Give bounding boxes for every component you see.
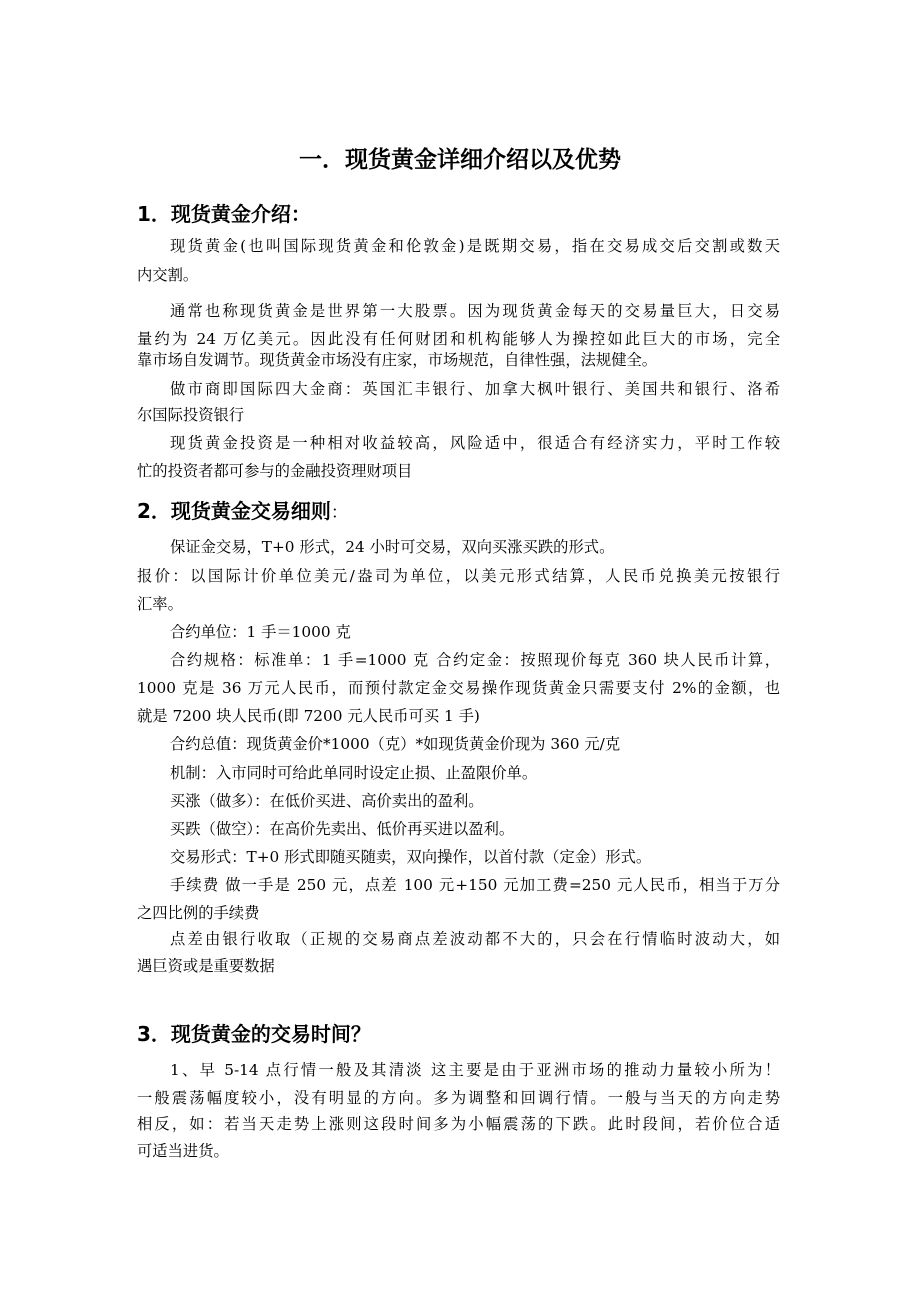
section-heading-2 <box>137 495 348 524</box>
text-line: 靠市场自发调节。现货黄金市场没有庄家，市场规范，自律性强，法规健全。 <box>137 351 658 369</box>
section-heading-1 <box>137 198 311 227</box>
text-line: 合约单位：1 手＝1000 克 <box>170 623 351 641</box>
text-line: 现货黄金(也叫国际现货黄金和伦敦金)是既期交易，指在交易成交后交割或数天 <box>170 237 780 255</box>
text-line: 通常也称现货黄金是世界第一大股票。因为现货黄金每天的交易量巨大，日交易 <box>170 302 780 320</box>
text-line: 机制：入市同时可给此单同时设定止损、止盈限价单。 <box>170 764 538 782</box>
heading-suffix: ： <box>330 503 348 523</box>
text-line: 一般震荡幅度较小，没有明显的方向。多为调整和回调行情。一般与当天的方向走势 <box>137 1089 780 1107</box>
text-line: 交易形式：T+0 形式即随买随卖，双向操作，以首付款（定金）形式。 <box>170 848 652 866</box>
text-line: 保证金交易，T+0 形式，24 小时可交易，双向买涨买跌的形式。 <box>170 538 615 556</box>
heading-text: 3．现货黄金的交易时间？ <box>137 1022 371 1046</box>
text-line: 点差由银行收取（正规的交易商点差波动都不大的，只会在行情临时波动大，如 <box>170 930 780 948</box>
section-heading-3 <box>137 1018 371 1047</box>
text-line: 内交割。 <box>137 266 199 284</box>
text-line: 合约规格：标准单：1 手=1000 克 合约定金：按照现价每克 360 块人民币计算， <box>170 651 780 669</box>
text-line: 遇巨资或是重要数据 <box>137 957 275 975</box>
text-line: 尔国际投资银行 <box>137 406 245 424</box>
heading-text: 1．现货黄金介绍： <box>137 202 311 226</box>
text-line: 买跌（做空）：在高价先卖出、低价再买进以盈利。 <box>170 820 515 838</box>
text-line: 汇率。 <box>137 595 183 613</box>
document-title: 一．现货黄金详细介绍以及优势 <box>299 147 621 173</box>
text-line: 1000 克是 36 万元人民币，而预付款定金交易操作现货黄金只需要支付 2%的金额，也 <box>137 679 780 697</box>
text-line: 忙的投资者都可参与的金融投资理财项目 <box>137 462 413 480</box>
text-line: 合约总值：现货黄金价*1000（克）*如现货黄金价现为 360 元/克 <box>170 735 621 753</box>
text-line: 报价：以国际计价单位美元/盎司为单位，以美元形式结算，人民币兑换美元按银行 <box>137 567 780 585</box>
text-line: 现货黄金投资是一种相对收益较高，风险适中，很适合有经济实力，平时工作较 <box>170 434 780 452</box>
text-line: 就是 7200 块人民币(即 7200 元人民币可买 1 手) <box>137 707 480 725</box>
text-line: 做市商即国际四大金商：英国汇丰银行、加拿大枫叶银行、美国共和银行、洛希 <box>170 380 780 398</box>
text-line: 买涨（做多）：在低价买进、高价卖出的盈利。 <box>170 792 484 810</box>
text-line: 量约为 24 万亿美元。因此没有任何财团和机构能够人为操控如此巨大的市场，完全 <box>137 330 780 348</box>
heading-text: 2．现货黄金交易细则 <box>137 499 331 523</box>
text-line: 之四比例的手续费 <box>137 904 260 922</box>
text-line: 相反，如：若当天走势上涨则这段时间多为小幅震荡的下跌。此时段间，若价位合适 <box>137 1115 780 1133</box>
text-line: 手续费 做一手是 250 元，点差 100 元+150 元加工费=250 元人民币，相当于万分 <box>170 876 780 894</box>
text-line: 1、早 5-14 点行情一般及其清淡 这主要是由于亚洲市场的推动力量较小所为！ <box>170 1061 780 1079</box>
text-line: 可适当进货。 <box>137 1142 229 1160</box>
